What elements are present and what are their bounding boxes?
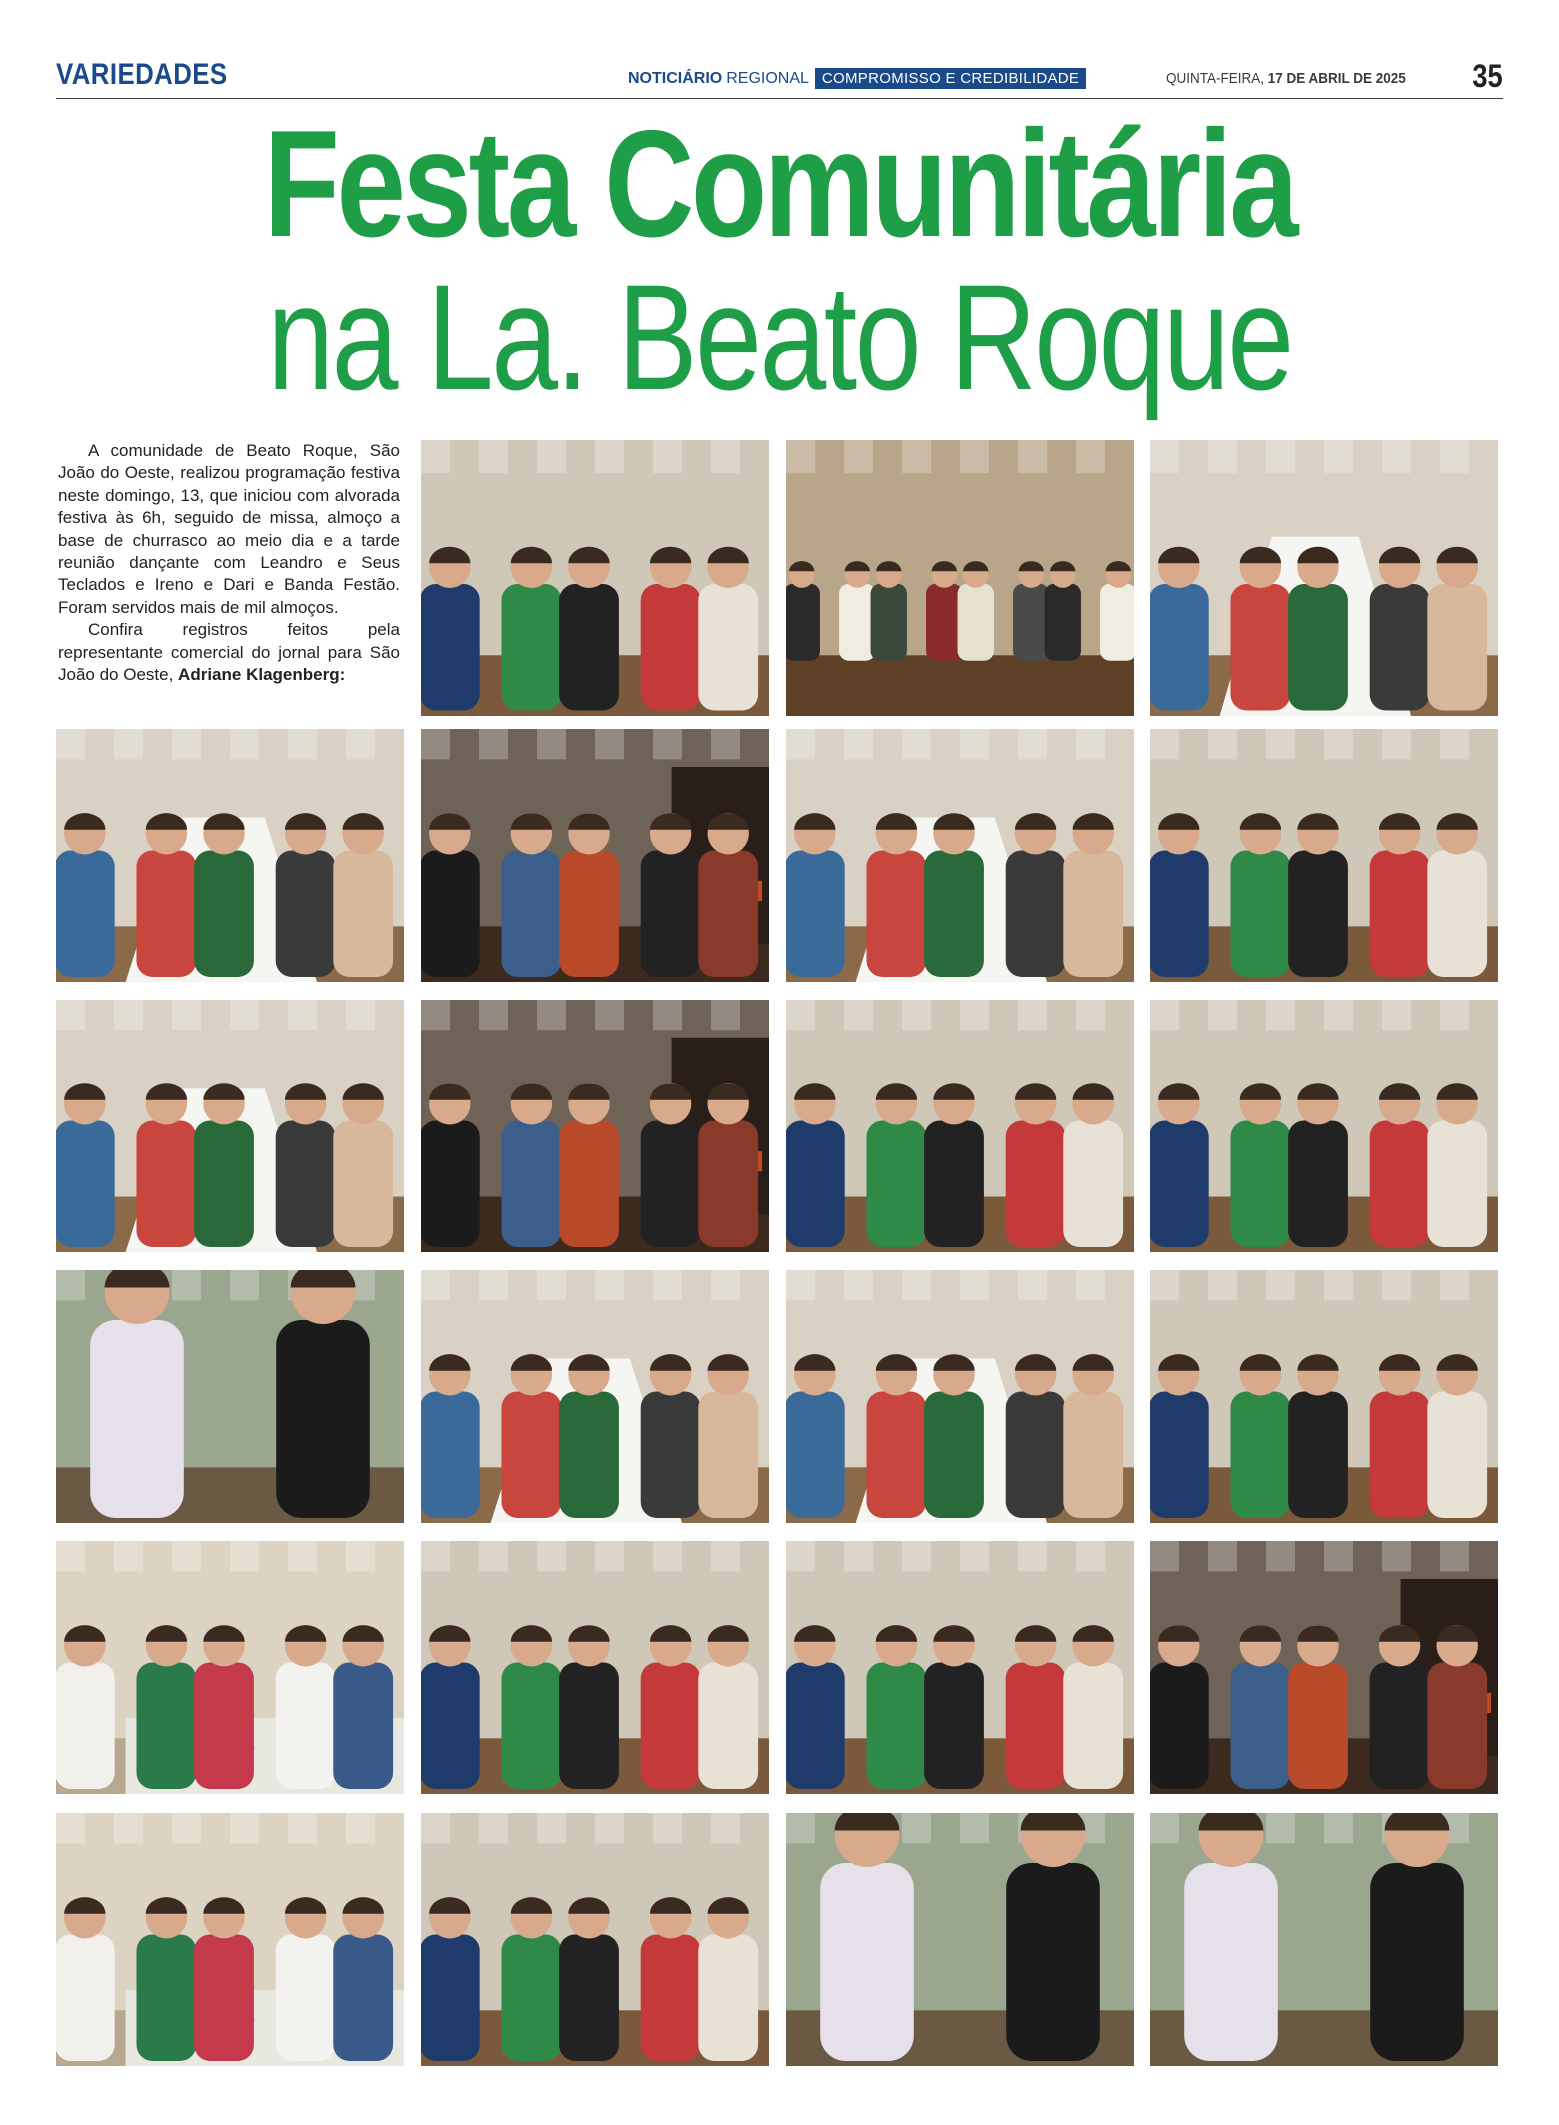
article-paragraph-1: A comunidade de Beato Roque, São João do Oeste, realizou programação festiva neste domingo, 13, que iniciou com alvorada festiva às 6h, seguido de missa, almoço a base de churrasco ao meio dia e a tarde reunião dançante com Leandro e Seus Teclados e Ireno e Dari e Banda Festão. Foram servidos mais de mil almoços. — [58, 441, 400, 617]
article-paragraph-2 — [58, 619, 400, 686]
article-body — [58, 440, 400, 686]
publication-name-light: REGIONAL — [726, 69, 809, 87]
photo-grandmother-grandson — [1150, 1813, 1498, 2066]
photo-kitchen-staff — [56, 1813, 404, 2066]
photo-women-at-table — [1150, 440, 1498, 716]
photo-older-men-group — [1150, 1000, 1498, 1252]
photo-man-with-skewer — [421, 729, 769, 982]
issue-date — [1166, 70, 1406, 87]
headline-line-2: na La. Beato Roque — [267, 253, 1292, 421]
article-paragraph-2-text: Confira registros feitos pela representante comercial do jornal para São João do Oeste, — [58, 620, 400, 685]
page-number: 35 — [1472, 58, 1503, 94]
photo-crowded-tables — [56, 1000, 404, 1252]
photo-two-young-women — [56, 1270, 404, 1523]
publication-name-bold: NOTICIÁRIO — [628, 69, 723, 87]
article-author: Adriane Klagenberg: — [178, 665, 346, 685]
photo-large-group-hall — [421, 1813, 769, 2066]
photo-long-table-men — [56, 729, 404, 982]
publication-masthead — [628, 68, 1086, 89]
photo-diners-at-table — [421, 1270, 769, 1523]
photo-family-table — [786, 1270, 1134, 1523]
photo-group-green-shirts — [1150, 729, 1498, 982]
photo-grill-team-skewers — [1150, 1541, 1498, 1794]
photo-group-beato-roque-banner — [786, 1000, 1134, 1252]
photo-brasil-shirts-group — [786, 1541, 1134, 1794]
photo-cooks-at-grill — [421, 440, 769, 716]
photo-diners-cresol-table — [786, 729, 1134, 982]
photo-two-men-barbecue — [421, 1000, 769, 1252]
slogan-badge: COMPROMISSO E CREDIBILIDADE — [815, 68, 1086, 89]
photo-kitchen-salad-team — [56, 1541, 404, 1794]
photo-three-women — [786, 1813, 1134, 2066]
section-label: VARIEDADES — [56, 58, 228, 91]
photo-men-with-meat-bowl — [1150, 1270, 1498, 1523]
issue-date-value: 17 DE ABRIL DE 2025 — [1267, 70, 1406, 87]
headline-line-1: Festa Comunitária — [263, 99, 1296, 269]
page-header — [56, 58, 1503, 99]
photo-folk-dancers-hall — [786, 440, 1134, 716]
issue-weekday: QUINTA-FEIRA, — [1166, 70, 1265, 87]
photo-group-trophies — [421, 1541, 769, 1794]
